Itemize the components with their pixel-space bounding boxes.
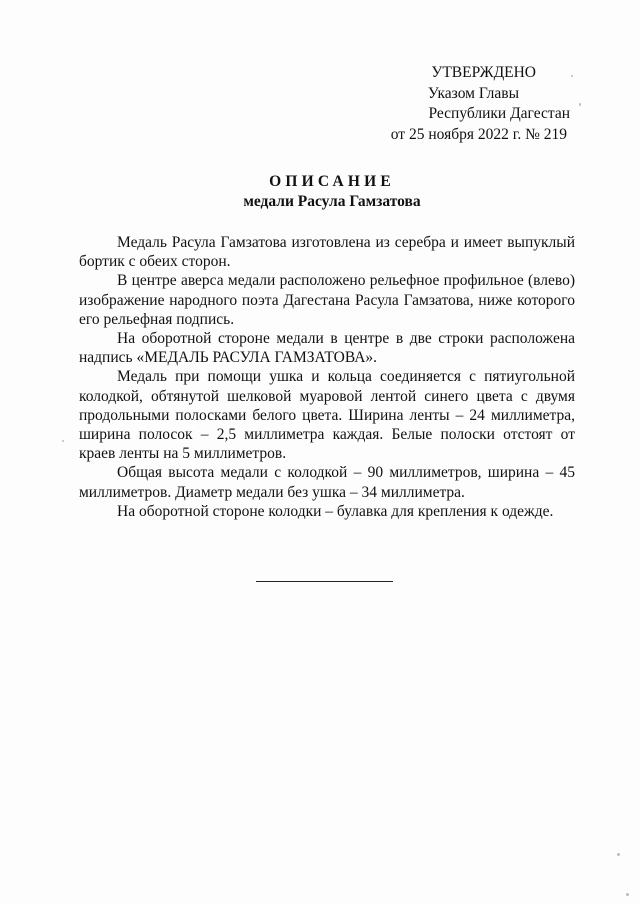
paragraph-material: Медаль Расула Гамзатова изготовлена из серебра и имеет выпуклый бортик с обеих сторон. [79,234,575,271]
paragraph-dimensions: Общая высота медали с колодкой – 90 миллиметров, ширина – 45 миллиметров. Диаметр медали без ушка – 34 миллиметра. [79,464,575,501]
approval-date-number: от 25 ноября 2022 г. № 219 [390,125,567,143]
approval-republic: Республики Дагестан [428,105,570,122]
paragraph-pin: На оборотной стороне колодки – булавка для крепления к одежде. [117,502,554,520]
approval-decree: Указом Главы [427,84,519,102]
paragraph-obverse: В центре аверса медали расположено рельефное профильное (влево) изображение народного поэта Дагестана Расула Гамзатова, ниже которого его рельефная подпись. [79,272,575,328]
paragraph-reverse: На оборотной стороне медали в центре в две строки расположена надпись «МЕДАЛЬ РАСУЛА ГАМЗАТОВА». [79,330,575,367]
document-body [79,233,575,521]
document-heading [0,172,640,212]
scan-speck [626,893,629,896]
scan-speck [62,440,64,442]
document-title: ОПИСАНИЕ [269,173,395,190]
paragraph-ribbon: Медаль при помощи ушка и кольца соединяется с пятиугольной колодкой, обтянутой шелковой муаровой лентой синего цвета с двумя продольными полосками белого цвета. Ширина ленты – 24 миллиметра, ширина полосок – 2,5 миллиметра каждая. Белые полоски отстоят от краев ленты на 5 миллиметров. [79,368,575,463]
document-subtitle: медали Расула Гамзатова [243,193,421,210]
closing-rule [256,581,393,582]
scan-speck [571,75,573,77]
approval-stamp-block [330,63,570,145]
scan-speck [617,853,620,856]
scan-speck [579,103,581,106]
approval-title: УТВЕРЖДЕНО [431,64,536,81]
